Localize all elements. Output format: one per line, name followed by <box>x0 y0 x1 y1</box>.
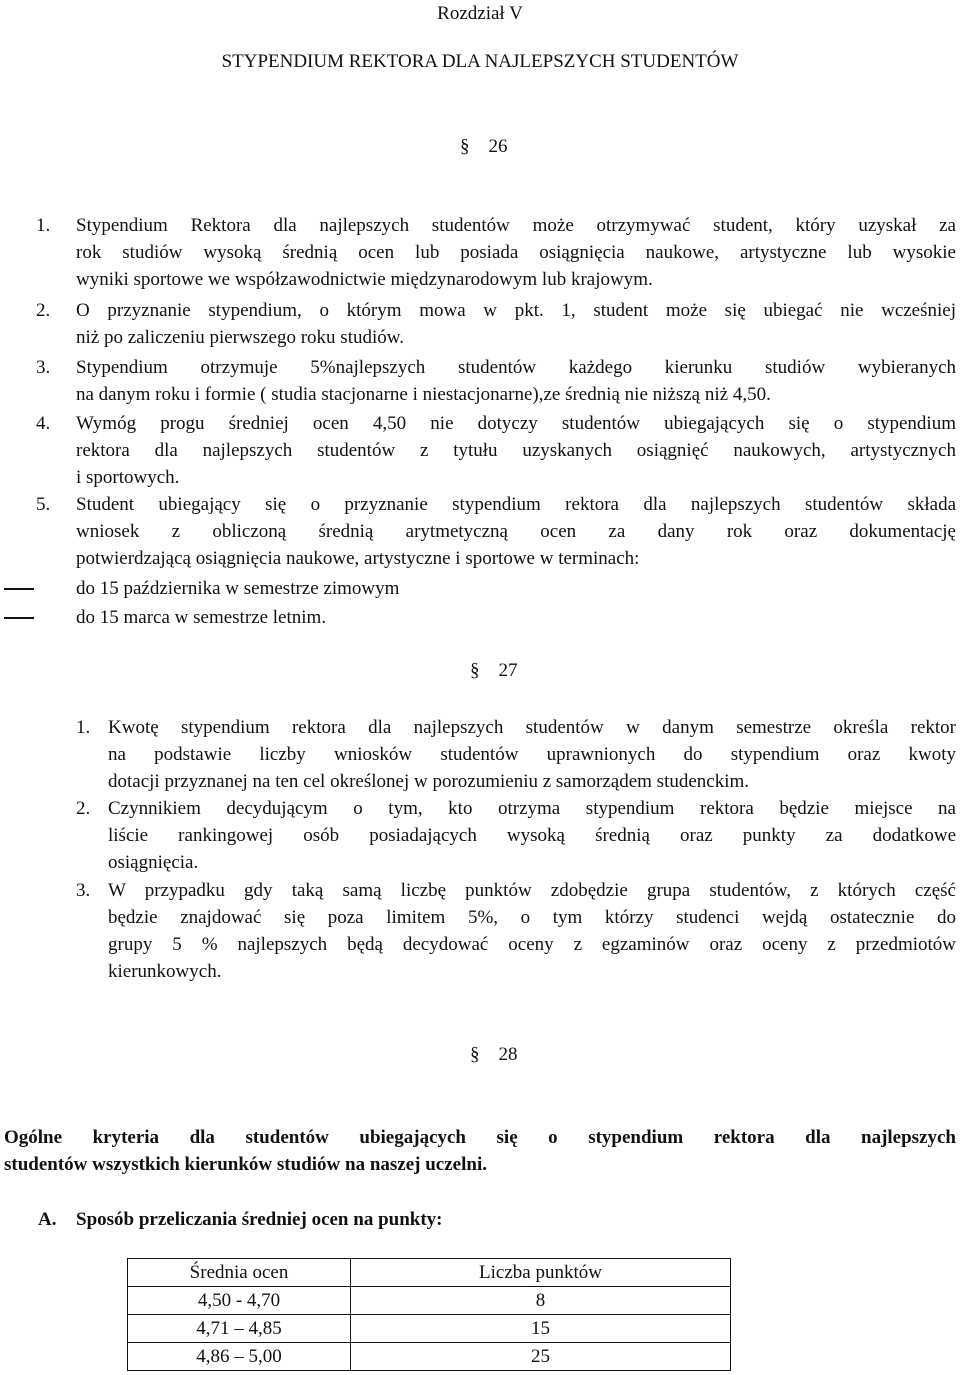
p27-item-1-number: 1. <box>76 717 91 738</box>
table-row <box>128 1287 731 1315</box>
deadline-winter: do 15 października w semestrze zimowym <box>76 578 400 599</box>
deadline-summer: do 15 marca w semestrze letnim. <box>76 607 327 628</box>
table-cell: 8 <box>351 1287 731 1315</box>
table-header-cell: Liczba punktów <box>351 1259 731 1287</box>
table-cell: 25 <box>351 1343 731 1371</box>
table-cell: 4,86 – 5,00 <box>128 1343 351 1371</box>
p26-item-1: Stypendium Rektora dla najlepszych studentów może otrzymywać student, który uzyskał za rok studiów wysoką średnią ocen lub posiada osiągnięcia naukowe, artystyczne lub wysokie wyniki sportowe we współzawodnictwie międzynarodowym lub krajowym. <box>76 215 956 290</box>
document-title: STYPENDIUM REKTORA DLA NAJLEPSZYCH STUDENTÓW <box>221 51 739 72</box>
table-row <box>128 1343 731 1371</box>
section-27-heading: § 27 <box>470 660 518 681</box>
p26-item-5: Student ubiegający się o przyznanie stypendium rektora dla najlepszych studentów składa wniosek z obliczoną średnią arytmetyczną ocen za dany rok oraz dokumentację potwierdzającą osiągnięcia naukowe, artystyczne i sportowe w terminach: <box>76 494 956 569</box>
p26-item-4-number: 4. <box>36 413 51 434</box>
p26-item-3-number: 3. <box>36 357 51 378</box>
p26-item-1-number: 1. <box>36 215 51 236</box>
table-header-cell: Średnia ocen <box>128 1259 351 1287</box>
chapter-label: Rozdział V <box>437 3 523 24</box>
section-26-heading: § 26 <box>460 136 508 157</box>
p26-item-3: Stypendium otrzymuje 5%najlepszych studentów każdego kierunku studiów wybieranych na danym roku i formie ( studia stacjonarne i niestacjonarne),ze średnią nie niższą niż 4,50. <box>76 357 956 405</box>
dash-bullet <box>4 588 34 590</box>
p26-item-5-number: 5. <box>36 494 51 515</box>
p26-item-4: Wymóg progu średniej ocen 4,50 nie dotyczy studentów ubiegających się o stypendium rektora dla najlepszych studentów z tytułu uzyskanych osiągnięć naukowych, artystycznych i sportowych. <box>76 413 956 488</box>
p27-item-3: W przypadku gdy taką samą liczbę punktów zdobędzie grupa studentów, z których część będzie znajdować się poza limitem 5%, o tym którzy studenci wejdą ostatecznie do grupy 5 % najlepszych będą decydować oceny z egzaminów oraz oceny z przedmiotów kierunkowych. <box>108 880 956 982</box>
criteria-heading: Ogólne kryteria dla studentów ubiegających się o stypendium rektora dla najlepszych studentów wszystkich kierunków studiów na naszej uczelni. <box>4 1127 956 1175</box>
p27-item-1: Kwotę stypendium rektora dla najlepszych studentów w danym semestrze określa rektor na podstawie liczby wniosków studentów uprawnionych do stypendium oraz kwoty dotacji przyznanej na ten cel określonej w porozumieniu z samorządem studenckim. <box>108 717 956 792</box>
p27-item-3-number: 3. <box>76 880 91 901</box>
table-cell: 15 <box>351 1315 731 1343</box>
table-header-row <box>128 1259 731 1287</box>
section-28-heading: § 28 <box>470 1044 518 1065</box>
p27-item-2-number: 2. <box>76 798 91 819</box>
section-a-title: Sposób przeliczania średniej ocen na punkty: <box>76 1209 443 1230</box>
p26-item-2-number: 2. <box>36 300 51 321</box>
table-row <box>128 1315 731 1343</box>
p26-item-2: O przyznanie stypendium, o którym mowa w pkt. 1, student może się ubiegać nie wcześniej niż po zaliczeniu pierwszego roku studiów. <box>76 300 956 348</box>
p27-item-2: Czynnikiem decydującym o tym, kto otrzyma stypendium rektora będzie miejsce na liście rankingowej osób posiadających wysoką średnią oraz punkty za dodatkowe osiągnięcia. <box>108 798 956 873</box>
table-cell: 4,50 - 4,70 <box>128 1287 351 1315</box>
table-cell: 4,71 – 4,85 <box>128 1315 351 1343</box>
dash-bullet <box>4 617 34 619</box>
points-table <box>127 1258 731 1371</box>
section-a-letter: A. <box>38 1209 57 1230</box>
